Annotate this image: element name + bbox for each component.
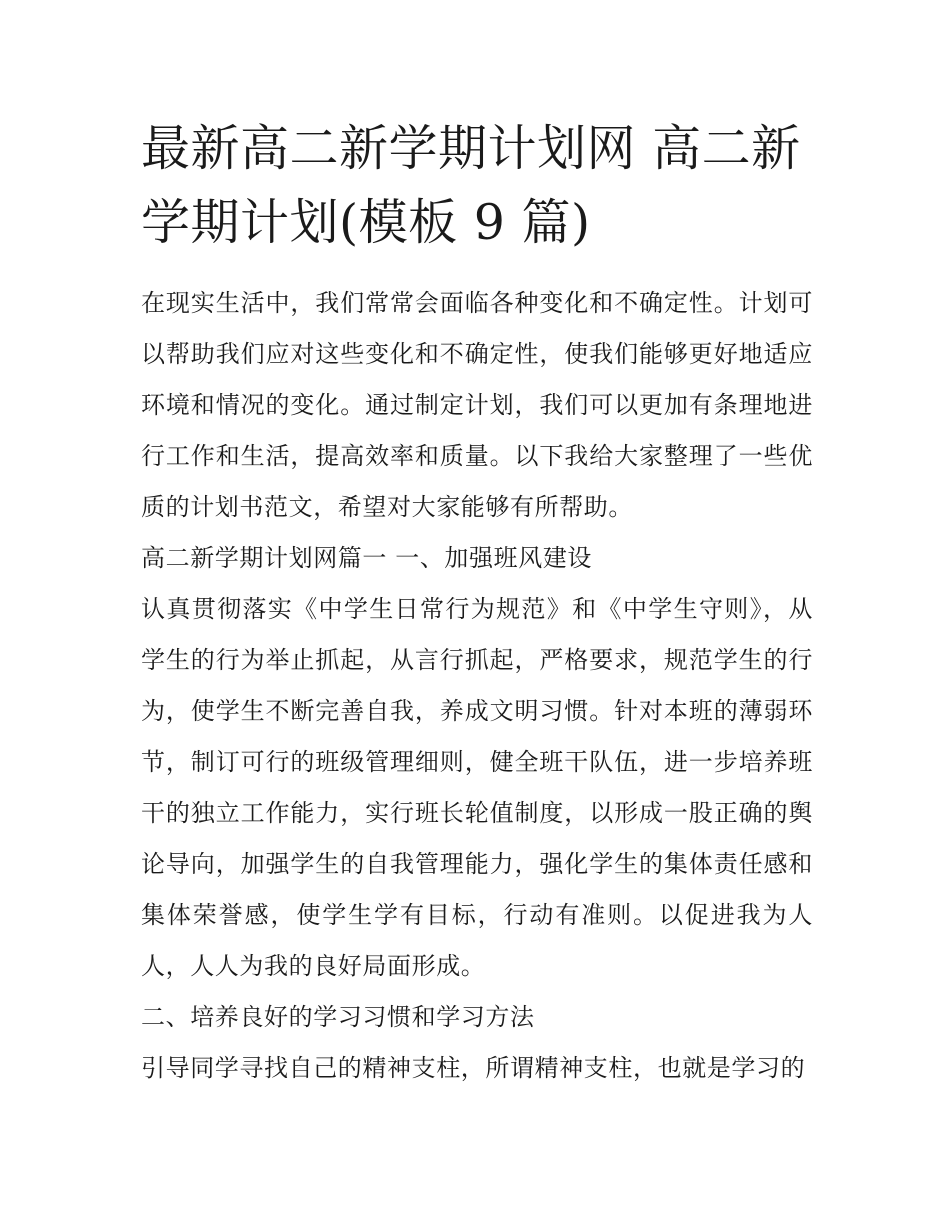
- document-page: [141, 112, 813, 1094]
- section-1-paragraph: 认真贯彻落实《中学生日常行为规范》和《中学生守则》，从学生的行为举止抓起，从言行抓起，严格要求，规范学生的行为，使学生不断完善自我，养成文明习惯。针对本班的薄弱环节，制订可行的班级管理细则，健全班干队伍，进一步培养班干的独立工作能力，实行班长轮值制度，以形成一股正确的舆论导向，加强学生的自我管理能力，强化学生的集体责任感和集体荣誉感，使学生学有目标，行动有准则。以促进我为人人，人人为我的良好局面形成。: [141, 595, 813, 980]
- section-heading-2: 二、培养良好的学习习惯和学习方法: [141, 1003, 535, 1031]
- section-2-paragraph: 引导同学寻找自己的精神支柱，所谓精神支柱，也就是学习的: [141, 1054, 806, 1082]
- document-body: [141, 278, 813, 1094]
- intro-paragraph: 在现实生活中，我们常常会面临各种变化和不确定性。计划可以帮助我们应对这些变化和不确定性，使我们能够更好地适应环境和情况的变化。通过制定计划，我们可以更加有条理地进行工作和生活，提高效率和质量。以下我给大家整理了一些优质的计划书范文，希望对大家能够有所帮助。: [141, 289, 813, 521]
- document-title: 最新高二新学期计划网 高二新 学期计划(模板 9 篇): [141, 120, 801, 251]
- section-heading-1: 高二新学期计划网篇一 一、加强班风建设: [141, 544, 593, 572]
